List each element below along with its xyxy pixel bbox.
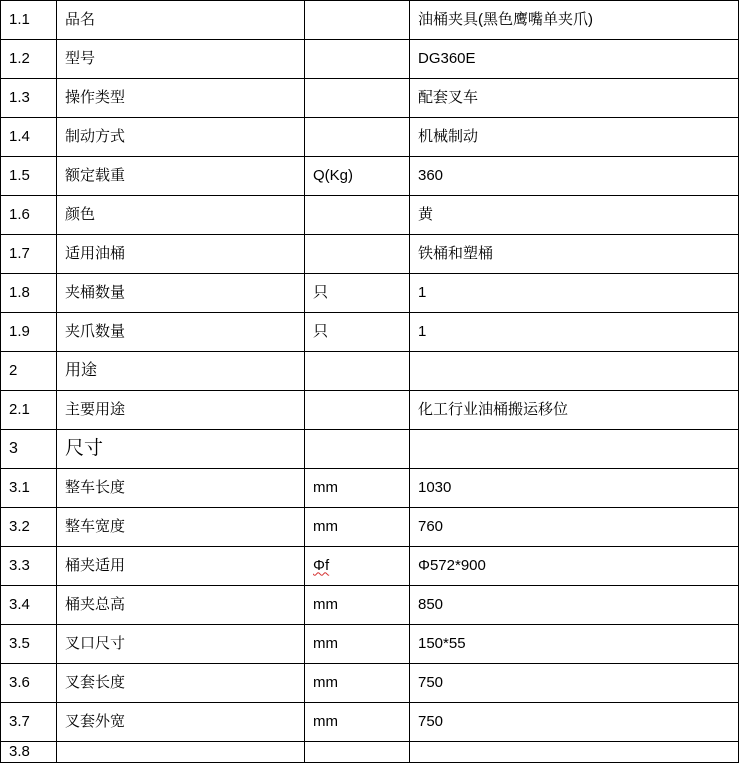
table-row [1, 313, 739, 352]
table-row [1, 625, 739, 664]
table-row [1, 547, 739, 586]
table-row [1, 703, 739, 742]
row-label: 型号 [57, 40, 305, 79]
row-number: 1.5 [1, 157, 57, 196]
row-label: 用途 [57, 352, 305, 391]
row-unit [305, 118, 410, 157]
table-row [1, 274, 739, 313]
row-number: 1.2 [1, 40, 57, 79]
row-value: Φ572*900 [410, 547, 739, 586]
row-number: 3.6 [1, 664, 57, 703]
row-value: 1 [410, 274, 739, 313]
row-number: 3.3 [1, 547, 57, 586]
row-value: 1030 [410, 469, 739, 508]
row-value: 黄 [410, 196, 739, 235]
row-label: 尺寸 [57, 430, 305, 469]
row-unit: mm [305, 664, 410, 703]
row-label: 桶夹总高 [57, 586, 305, 625]
row-number: 1.6 [1, 196, 57, 235]
table-body [1, 1, 739, 763]
row-label: 操作类型 [57, 79, 305, 118]
row-label: 适用油桶 [57, 235, 305, 274]
row-number: 3.8 [1, 742, 57, 763]
table-row [1, 235, 739, 274]
row-value: 配套叉车 [410, 79, 739, 118]
table-row [1, 664, 739, 703]
row-label: 桶夹适用 [57, 547, 305, 586]
row-unit [305, 742, 410, 763]
row-label: 颜色 [57, 196, 305, 235]
row-number: 1.3 [1, 79, 57, 118]
row-number: 3.5 [1, 625, 57, 664]
row-unit [305, 352, 410, 391]
row-label: 品名 [57, 1, 305, 40]
table-row [1, 391, 739, 430]
table-row-section [1, 430, 739, 469]
table-row [1, 586, 739, 625]
row-unit: 只 [305, 313, 410, 352]
row-unit: mm [305, 586, 410, 625]
row-value [410, 352, 739, 391]
row-unit [305, 196, 410, 235]
row-value: 铁桶和塑桶 [410, 235, 739, 274]
row-label: 夹桶数量 [57, 274, 305, 313]
row-unit: mm [305, 508, 410, 547]
row-number: 2.1 [1, 391, 57, 430]
row-unit: mm [305, 703, 410, 742]
row-unit: Q(Kg) [305, 157, 410, 196]
row-unit: mm [305, 625, 410, 664]
table-row-section [1, 352, 739, 391]
row-number: 1.1 [1, 1, 57, 40]
row-number: 3.7 [1, 703, 57, 742]
row-number: 2 [1, 352, 57, 391]
row-label: 整车长度 [57, 469, 305, 508]
row-unit [305, 1, 410, 40]
row-label: 额定载重 [57, 157, 305, 196]
row-number: 1.9 [1, 313, 57, 352]
row-value [410, 742, 739, 763]
row-value: 750 [410, 664, 739, 703]
table-row [1, 118, 739, 157]
row-value: 850 [410, 586, 739, 625]
row-unit: 只 [305, 274, 410, 313]
row-value: 1 [410, 313, 739, 352]
row-label: 叉套外宽 [57, 703, 305, 742]
table-row [1, 742, 739, 763]
row-number: 1.4 [1, 118, 57, 157]
row-value: 150*55 [410, 625, 739, 664]
row-unit [305, 79, 410, 118]
row-label [57, 742, 305, 763]
row-value: DG360E [410, 40, 739, 79]
row-value: 化工行业油桶搬运移位 [410, 391, 739, 430]
row-number: 3.4 [1, 586, 57, 625]
row-value: 油桶夹具(黑色鹰嘴单夹爪) [410, 1, 739, 40]
row-value: 360 [410, 157, 739, 196]
row-label: 夹爪数量 [57, 313, 305, 352]
row-value: 760 [410, 508, 739, 547]
table-row [1, 196, 739, 235]
row-unit [305, 40, 410, 79]
row-number: 1.8 [1, 274, 57, 313]
row-value [410, 430, 739, 469]
row-label: 制动方式 [57, 118, 305, 157]
row-unit [305, 430, 410, 469]
row-unit: mm [305, 469, 410, 508]
row-label: 叉套长度 [57, 664, 305, 703]
row-number: 1.7 [1, 235, 57, 274]
row-unit: Φf [305, 547, 410, 586]
row-value: 机械制动 [410, 118, 739, 157]
row-label: 叉口尺寸 [57, 625, 305, 664]
table-row [1, 508, 739, 547]
table-row [1, 1, 739, 40]
row-label: 整车宽度 [57, 508, 305, 547]
row-unit [305, 235, 410, 274]
row-number: 3.1 [1, 469, 57, 508]
row-number: 3.2 [1, 508, 57, 547]
table-row [1, 157, 739, 196]
row-number: 3 [1, 430, 57, 469]
row-value: 750 [410, 703, 739, 742]
table-row [1, 79, 739, 118]
table-row [1, 469, 739, 508]
table-row [1, 40, 739, 79]
row-label: 主要用途 [57, 391, 305, 430]
row-unit [305, 391, 410, 430]
